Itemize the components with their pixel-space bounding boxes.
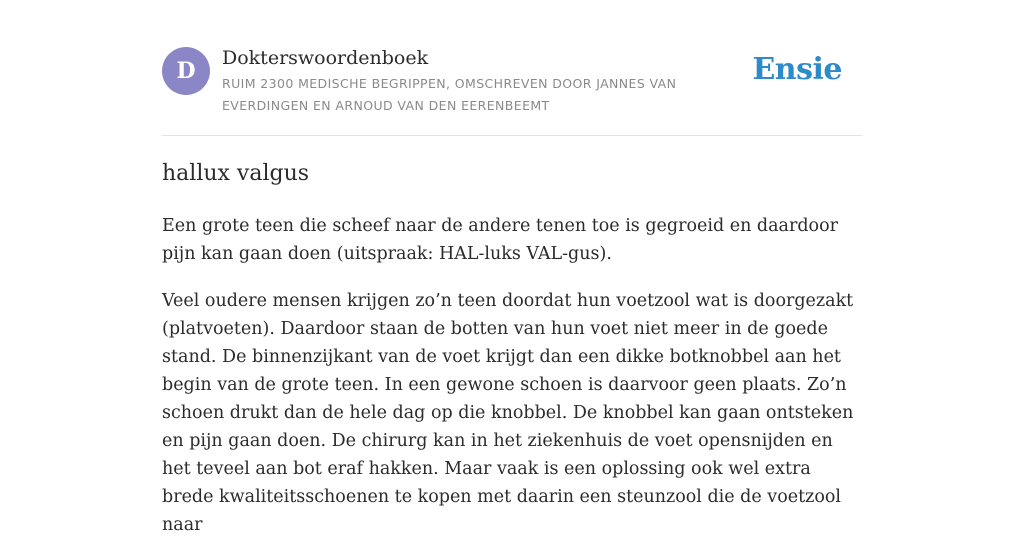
entry-term-title: hallux valgus (162, 161, 310, 186)
source-avatar[interactable]: D (162, 47, 210, 95)
source-subtitle: RUIM 2300 MEDISCHE BEGRIPPEN, OMSCHREVEN DOOR JANNES VAN EVERDINGEN EN ARNOUD VAN DEN EERENBEEMT (222, 76, 677, 113)
entry-definition (162, 212, 862, 558)
definition-paragraph: Een grote teen die scheef naar de andere tenen toe is gegroeid en daardoor pijn kan gaan doen (uitspraak: HAL-luks VAL-gus). (162, 216, 838, 264)
source-name-link[interactable]: Dokterswoordenboek (222, 47, 429, 69)
definition-paragraph: Veel oudere mensen krijgen zo’n teen doordat hun voetzool wat is doorgezakt (platvoeten). Daardoor staan de botten van hun voet niet meer in de goede stand. De binnenzijkant van de voet krijgt dan een dikke botknobbel aan het begin van de grote teen. In een gewone schoen is daarvoor geen plaats. Zo’n schoen drukt dan de hele dag op die knobbel. De knobbel kan gaan ontsteken en pijn gaan doen. De chirurg kan in het ziekenhuis de voet opensnijden en het teveel aan bot eraf hakken. Maar vaak is een oplossing ook wel extra brede kwaliteitsschoenen te kopen met daarin een steunzool die de voetzool naar (162, 291, 854, 535)
ensie-logo[interactable]: Ensie (752, 52, 842, 87)
header-divider (162, 135, 862, 136)
source-header (162, 46, 862, 118)
